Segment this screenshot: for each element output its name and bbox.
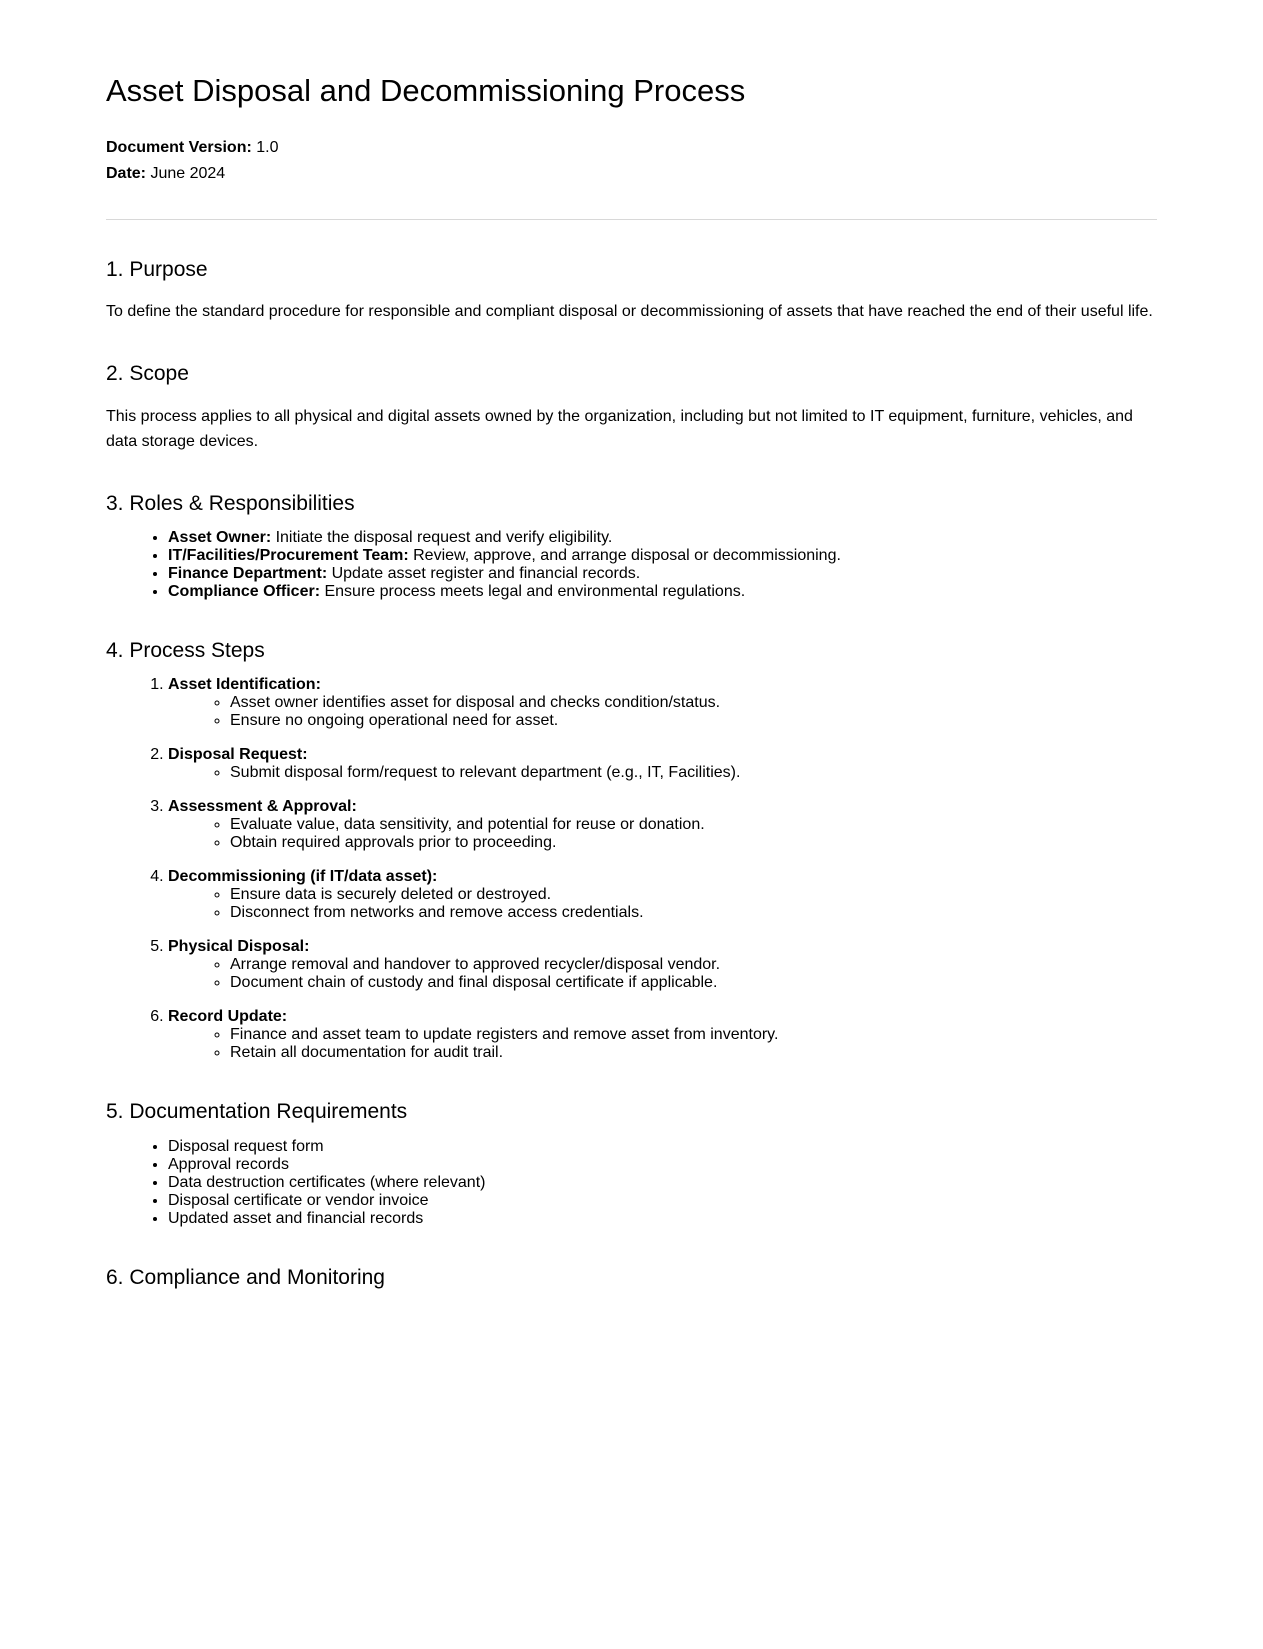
list-item: • Approval records xyxy=(168,1156,1157,1174)
scope-text: This process applies to all physical and digital assets owned by the organization, including but not limited to IT equipment, furniture, vehicles, and data storage devices. xyxy=(106,407,1133,450)
list-item: ◦ Retain all documentation for audit trail. xyxy=(230,1044,1157,1062)
section-scope xyxy=(106,360,1157,453)
process-step xyxy=(168,868,1157,922)
section-process xyxy=(106,637,1157,1062)
list-item: ◦ Document chain of custody and final disposal certificate if applicable. xyxy=(230,974,1157,992)
list-item: ◦ Asset owner identifies asset for disposal and checks condition/status. xyxy=(230,694,1157,712)
list-item: ◦ Ensure data is securely deleted or destroyed. xyxy=(230,886,1157,904)
process-step xyxy=(168,746,1157,782)
role-text: Initiate the disposal request and verify eligibility. xyxy=(271,529,613,547)
list-item: ◦ Ensure no ongoing operational need for asset. xyxy=(230,712,1157,730)
process-step xyxy=(168,798,1157,852)
list-item: ◦ Obtain required approvals prior to proceeding. xyxy=(230,834,1157,852)
list-item: ◦ Submit disposal form/request to relevant department (e.g., IT, Facilities). xyxy=(230,764,1157,782)
section-compliance xyxy=(106,1264,1157,1291)
step-sub-list xyxy=(168,816,1157,852)
role-label: Finance Department: xyxy=(168,565,328,583)
step-sub-list xyxy=(168,886,1157,922)
list-item xyxy=(168,565,1157,583)
list-item: • Disposal certificate or vendor invoice xyxy=(168,1192,1157,1210)
list-item: • Disposal request form xyxy=(168,1138,1157,1156)
section-purpose xyxy=(106,256,1157,324)
list-item xyxy=(168,583,1157,601)
role-label: Compliance Officer: xyxy=(168,583,321,601)
header-divider xyxy=(106,219,1157,220)
purpose-heading: 1. Purpose xyxy=(106,258,208,282)
documentation-heading: 5. Documentation Requirements xyxy=(106,1100,408,1124)
step-title: Record Update: xyxy=(168,1008,288,1026)
purpose-text: To define the standard procedure for responsible and compliant disposal or decommissioning of assets that have reached the end of their useful life. xyxy=(106,303,1153,321)
role-text: Review, approve, and arrange disposal or decommissioning. xyxy=(408,547,841,565)
document-title: Asset Disposal and Decommissioning Process xyxy=(106,73,746,108)
step-sub-list xyxy=(168,1026,1157,1062)
process-heading: 4. Process Steps xyxy=(106,639,265,663)
document-date xyxy=(106,161,1157,187)
role-text: Ensure process meets legal and environmental regulations. xyxy=(320,583,746,601)
list-item xyxy=(168,547,1157,565)
role-text: Update asset register and financial records. xyxy=(327,565,641,583)
list-item xyxy=(168,529,1157,547)
document-version xyxy=(106,135,1157,161)
list-item: • Updated asset and financial records xyxy=(168,1210,1157,1228)
version-value: 1.0 xyxy=(256,139,279,157)
roles-heading: 3. Roles & Responsibilities xyxy=(106,491,355,515)
process-step xyxy=(168,1008,1157,1062)
step-title: Assessment & Approval: xyxy=(168,798,357,816)
step-title: Asset Identification: xyxy=(168,676,321,694)
date-value: June 2024 xyxy=(150,165,226,183)
step-sub-list xyxy=(168,956,1157,992)
scope-heading: 2. Scope xyxy=(106,362,189,386)
section-documentation xyxy=(106,1098,1157,1227)
step-title: Disposal Request: xyxy=(168,746,308,764)
compliance-heading: 6. Compliance and Monitoring xyxy=(106,1265,385,1289)
roles-list xyxy=(106,529,1157,601)
role-label: IT/Facilities/Procurement Team: xyxy=(168,547,409,565)
section-roles xyxy=(106,490,1157,601)
documentation-list xyxy=(106,1138,1157,1228)
step-title: Decommissioning (if IT/data asset): xyxy=(168,868,438,886)
list-item: ◦ Arrange removal and handover to approved recycler/disposal vendor. xyxy=(230,956,1157,974)
step-sub-list xyxy=(168,764,1157,782)
step-title: Physical Disposal: xyxy=(168,938,310,956)
list-item: ◦ Evaluate value, data sensitivity, and potential for reuse or donation. xyxy=(230,816,1157,834)
list-item: • Data destruction certificates (where relevant) xyxy=(168,1174,1157,1192)
role-label: Asset Owner: xyxy=(168,529,272,547)
process-step xyxy=(168,676,1157,730)
list-item: ◦ Finance and asset team to update registers and remove asset from inventory. xyxy=(230,1026,1157,1044)
date-label: Date: xyxy=(106,165,147,183)
step-sub-list xyxy=(168,694,1157,730)
version-label: Document Version: xyxy=(106,139,252,157)
process-step xyxy=(168,938,1157,992)
process-steps-list xyxy=(106,676,1157,1062)
list-item: ◦ Disconnect from networks and remove access credentials. xyxy=(230,904,1157,922)
